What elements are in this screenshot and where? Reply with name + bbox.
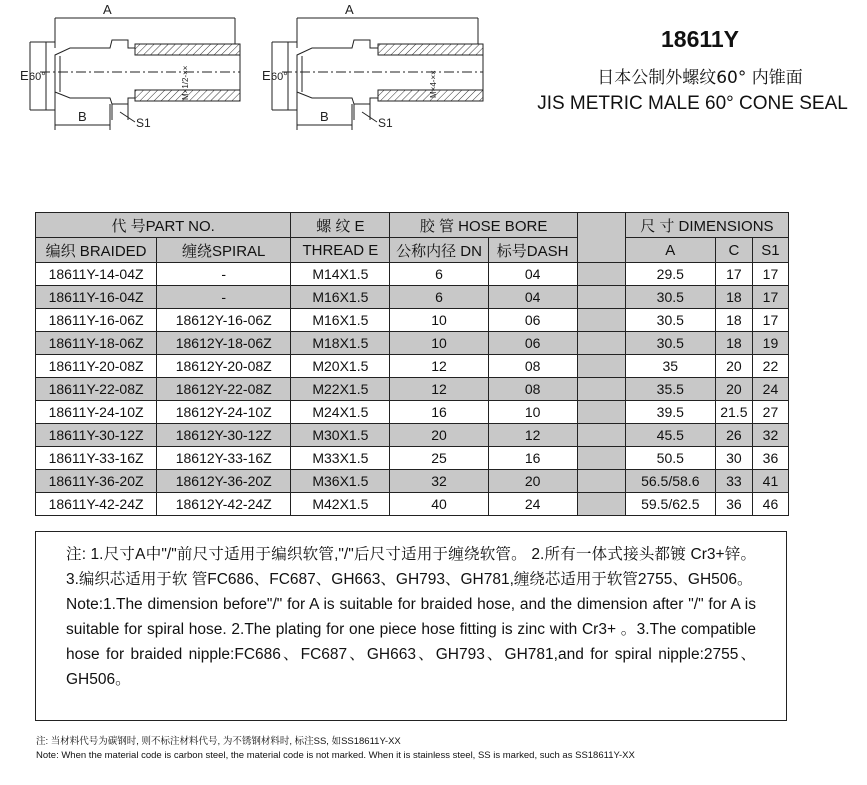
cell-spiral: 18612Y-24-10Z <box>157 401 291 424</box>
cell-a: 30.5 <box>625 286 715 309</box>
cell-thread: M20X1.5 <box>291 355 390 378</box>
header-thread-cn: 螺 纹 E <box>291 213 390 238</box>
cell-dash: 08 <box>488 355 577 378</box>
right-dim-a: A <box>345 2 354 17</box>
header-c: C <box>715 238 752 263</box>
cell-a: 59.5/62.5 <box>625 493 715 516</box>
cell-spiral: 18612Y-16-06Z <box>157 309 291 332</box>
cell-dn: 6 <box>390 286 488 309</box>
header-gap <box>577 213 625 263</box>
cell-c: 18 <box>715 286 752 309</box>
cell-gap <box>577 332 625 355</box>
table-row <box>36 401 789 424</box>
cell-spiral: 18612Y-36-20Z <box>157 470 291 493</box>
cell-dn: 12 <box>390 378 488 401</box>
cell-thread: M16X1.5 <box>291 309 390 332</box>
header-thread-en: THREAD E <box>291 238 390 263</box>
header-hose-bore: 胶 管 HOSE BORE <box>390 213 577 238</box>
fitting-drawing-spiral <box>272 18 483 130</box>
header-s1: S1 <box>752 238 788 263</box>
cell-thread: M14X1.5 <box>291 263 390 286</box>
cell-gap <box>577 424 625 447</box>
cell-thread: M33X1.5 <box>291 447 390 470</box>
cell-s1: 17 <box>752 263 788 286</box>
cell-gap <box>577 447 625 470</box>
table-row <box>36 332 789 355</box>
right-angle: 60° <box>271 71 288 83</box>
cell-a: 35 <box>625 355 715 378</box>
cell-c: 36 <box>715 493 752 516</box>
cell-c: 20 <box>715 378 752 401</box>
cell-braided: 18611Y-22-08Z <box>36 378 157 401</box>
cell-a: 56.5/58.6 <box>625 470 715 493</box>
header-a: A <box>625 238 715 263</box>
table-row <box>36 355 789 378</box>
footnote-chinese: 注: 当材料代号为碳钢时, 则不标注材料代号, 为不锈钢材料时, 标注SS, 如SS18611Y-XX <box>36 736 401 747</box>
header-dash: 标号DASH <box>488 238 577 263</box>
product-code-title: 18611Y <box>660 26 740 52</box>
cell-thread: M18X1.5 <box>291 332 390 355</box>
cell-dash: 24 <box>488 493 577 516</box>
footnote-english: Note: When the material code is carbon steel, the material code is not marked. When it is stainless steel, SS is marked, such as SS18611Y-XX <box>36 750 635 761</box>
cell-braided: 18611Y-18-06Z <box>36 332 157 355</box>
left-hex: S1 <box>136 116 151 130</box>
cell-dn: 20 <box>390 424 488 447</box>
header-part-no: 代 号PART NO. <box>36 213 291 238</box>
cell-braided: 18611Y-42-24Z <box>36 493 157 516</box>
fitting-drawings <box>0 0 520 135</box>
table-row <box>36 378 789 401</box>
cell-dn: 40 <box>390 493 488 516</box>
cell-dash: 08 <box>488 378 577 401</box>
cell-dash: 10 <box>488 401 577 424</box>
cell-dash: 04 <box>488 286 577 309</box>
cell-braided: 18611Y-30-12Z <box>36 424 157 447</box>
cell-gap <box>577 309 625 332</box>
cell-a: 30.5 <box>625 309 715 332</box>
cell-gap <box>577 286 625 309</box>
cell-c: 18 <box>715 309 752 332</box>
cell-c: 20 <box>715 355 752 378</box>
cell-s1: 36 <box>752 447 788 470</box>
cell-braided: 18611Y-24-10Z <box>36 401 157 424</box>
cell-spiral: 18612Y-42-24Z <box>157 493 291 516</box>
cell-dash: 12 <box>488 424 577 447</box>
fitting-drawing-braided <box>30 18 240 130</box>
cell-spiral: - <box>157 286 291 309</box>
cell-a: 35.5 <box>625 378 715 401</box>
left-dim-b: B <box>78 109 87 124</box>
cell-s1: 24 <box>752 378 788 401</box>
right-marking: M×4-×× <box>429 70 438 98</box>
cell-dn: 10 <box>390 309 488 332</box>
cell-spiral: - <box>157 263 291 286</box>
cell-braided: 18611Y-33-16Z <box>36 447 157 470</box>
cell-dn: 6 <box>390 263 488 286</box>
subtitle-chinese: 日本公制外螺纹60° 内锥面 <box>597 68 803 88</box>
cell-dn: 12 <box>390 355 488 378</box>
right-dim-b: B <box>320 109 329 124</box>
header-braided: 编织 BRAIDED <box>36 238 157 263</box>
table-row <box>36 447 789 470</box>
cell-thread: M36X1.5 <box>291 470 390 493</box>
cell-s1: 22 <box>752 355 788 378</box>
cell-thread: M42X1.5 <box>291 493 390 516</box>
cell-a: 45.5 <box>625 424 715 447</box>
cell-gap <box>577 493 625 516</box>
subtitle-english: JIS METRIC MALE 60° CONE SEAL <box>537 93 848 114</box>
cell-c: 21.5 <box>715 401 752 424</box>
cell-c: 30 <box>715 447 752 470</box>
cell-gap <box>577 470 625 493</box>
notes-english: Note:1.The dimension before"/" for A is suitable for braided hose, and the dimension after "/" for A is suitable for spiral hose. 2.The plating for one piece hose fitting is zinc with Cr3+ 。3.The compatible hose for braided nipple:FC686、FC687、GH663、GH793、GH781,and for spiral nipple:2755、GH506。 <box>66 596 756 688</box>
cell-dash: 06 <box>488 309 577 332</box>
cell-braided: 18611Y-16-06Z <box>36 309 157 332</box>
left-dim-e: E <box>20 68 29 83</box>
right-hex: S1 <box>378 116 393 130</box>
cell-dash: 04 <box>488 263 577 286</box>
cell-a: 39.5 <box>625 401 715 424</box>
left-angle: 60° <box>29 71 46 83</box>
cell-s1: 41 <box>752 470 788 493</box>
cell-braided: 18611Y-16-04Z <box>36 286 157 309</box>
cell-dash: 16 <box>488 447 577 470</box>
cell-spiral: 18612Y-30-12Z <box>157 424 291 447</box>
cell-thread: M24X1.5 <box>291 401 390 424</box>
cell-thread: M16X1.5 <box>291 286 390 309</box>
cell-spiral: 18612Y-20-08Z <box>157 355 291 378</box>
cell-dn: 32 <box>390 470 488 493</box>
cell-dn: 10 <box>390 332 488 355</box>
cell-dash: 06 <box>488 332 577 355</box>
cell-braided: 18611Y-14-04Z <box>36 263 157 286</box>
cell-c: 33 <box>715 470 752 493</box>
cell-gap <box>577 263 625 286</box>
cell-c: 18 <box>715 332 752 355</box>
header-spiral: 缠绕SPIRAL <box>157 238 291 263</box>
cell-spiral: 18612Y-33-16Z <box>157 447 291 470</box>
table-row <box>36 424 789 447</box>
cell-s1: 32 <box>752 424 788 447</box>
material-footnote <box>36 735 635 763</box>
cell-gap <box>577 355 625 378</box>
notes-chinese: 注: 1.尺寸A中"/"前尺寸适用于编织软管,"/"后尺寸适用于缠绕软管。 2.所有一体式接头都镀 Cr3+锌。3.编织芯适用于软 管FC686、FC687、GH663、GH793、GH781,缠绕芯适用于软管2755、GH506。 <box>66 546 756 588</box>
cell-spiral: 18612Y-18-06Z <box>157 332 291 355</box>
cell-thread: M30X1.5 <box>291 424 390 447</box>
table-row <box>36 470 789 493</box>
cell-s1: 19 <box>752 332 788 355</box>
header-dn: 公称内径 DN <box>390 238 488 263</box>
cell-dash: 20 <box>488 470 577 493</box>
notes-box <box>35 531 787 721</box>
dimensions-table <box>35 212 789 516</box>
table-row <box>36 309 789 332</box>
cell-s1: 17 <box>752 309 788 332</box>
left-dim-a: A <box>103 2 112 17</box>
cell-braided: 18611Y-20-08Z <box>36 355 157 378</box>
header-dimensions: 尺 寸 DIMENSIONS <box>625 213 788 238</box>
cell-c: 26 <box>715 424 752 447</box>
table-row <box>36 286 789 309</box>
cell-gap <box>577 378 625 401</box>
cell-spiral: 18612Y-22-08Z <box>157 378 291 401</box>
cell-a: 30.5 <box>625 332 715 355</box>
table-row <box>36 493 789 516</box>
cell-gap <box>577 401 625 424</box>
right-dim-e: E <box>262 68 271 83</box>
cell-braided: 18611Y-36-20Z <box>36 470 157 493</box>
cell-a: 29.5 <box>625 263 715 286</box>
table-row <box>36 263 789 286</box>
cell-dn: 25 <box>390 447 488 470</box>
cell-thread: M22X1.5 <box>291 378 390 401</box>
cell-s1: 27 <box>752 401 788 424</box>
left-marking: M×1/2-×× <box>181 65 190 100</box>
cell-a: 50.5 <box>625 447 715 470</box>
cell-s1: 46 <box>752 493 788 516</box>
cell-dn: 16 <box>390 401 488 424</box>
cell-c: 17 <box>715 263 752 286</box>
cell-s1: 17 <box>752 286 788 309</box>
